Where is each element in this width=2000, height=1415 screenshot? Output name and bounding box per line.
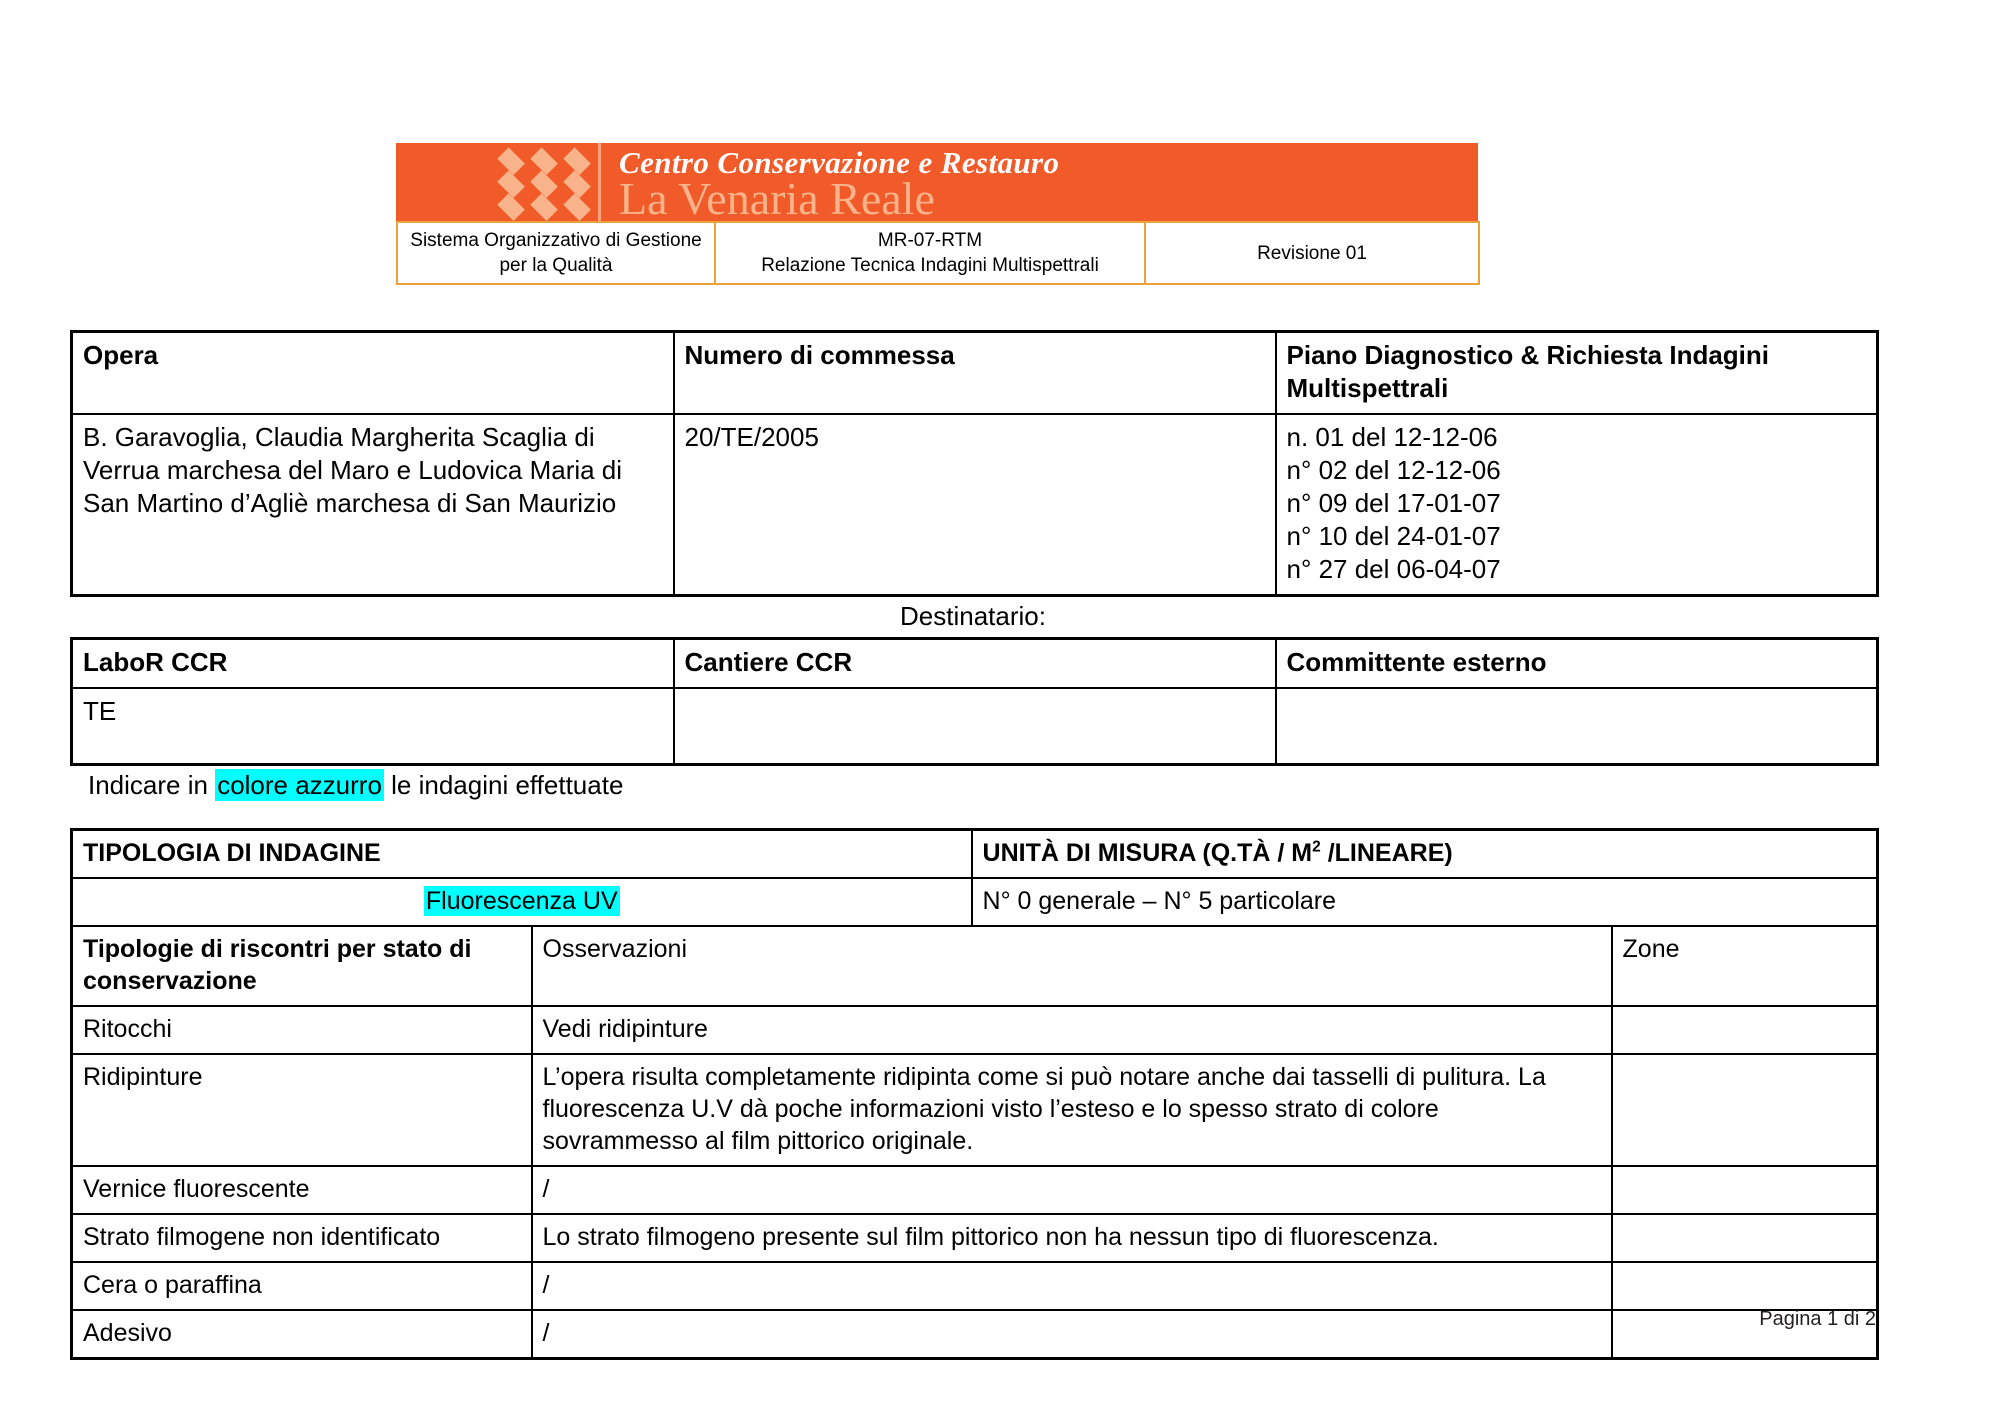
opera-table bbox=[70, 330, 1879, 597]
piano-line: n° 09 del 17-01-07 bbox=[1286, 488, 1501, 518]
row-tipologia: Vernice fluorescente bbox=[72, 1166, 532, 1214]
opera-header-piano: Piano Diagnostico & Richiesta Indagini Multispettrali bbox=[1276, 332, 1878, 415]
opera-value-row bbox=[72, 414, 1878, 596]
doc-title: Relazione Tecnica Indagini Multispettrali bbox=[761, 255, 1099, 276]
brand-banner bbox=[396, 143, 1478, 221]
header-cell-revision: Revisione 01 bbox=[1145, 222, 1479, 284]
header-info-row bbox=[397, 222, 1479, 284]
indagine-header-row bbox=[72, 830, 1878, 879]
indagine-subheader-row bbox=[72, 926, 1878, 1006]
destinatario-table bbox=[70, 637, 1879, 766]
instruction-prefix: Indicare in bbox=[88, 770, 216, 800]
unita-superscript: 2 bbox=[1312, 838, 1321, 856]
subheader-osservazioni: Osservazioni bbox=[532, 926, 1612, 1006]
opera-header-row bbox=[72, 332, 1878, 415]
row-osservazioni[interactable]: Vedi ridipinture bbox=[532, 1006, 1612, 1054]
destinatario-label: Destinatario: bbox=[900, 601, 1046, 631]
dest-value-committente[interactable] bbox=[1276, 688, 1878, 765]
table-row bbox=[72, 1006, 1878, 1054]
diamond-pattern-icon bbox=[494, 149, 594, 219]
row-zone[interactable] bbox=[1612, 1214, 1878, 1262]
document-header bbox=[396, 143, 1478, 285]
footer-page-number: Pagina 1 di 2 bbox=[1759, 1308, 1876, 1330]
indagine-table-container bbox=[70, 828, 1879, 1360]
dest-value-cantiere[interactable] bbox=[674, 688, 1276, 765]
row-osservazioni[interactable]: Lo strato filmogeno presente sul film pittorico non ha nessun tipo di fluorescenza. bbox=[532, 1214, 1612, 1262]
subheader-tipologie: Tipologie di riscontri per stato di conservazione bbox=[72, 926, 532, 1006]
indagine-unita-value: N° 0 generale – N° 5 particolare bbox=[972, 878, 1878, 926]
indagine-header-unita bbox=[972, 830, 1878, 879]
dest-header-committente: Committente esterno bbox=[1276, 639, 1878, 689]
row-tipologia: Cera o paraffina bbox=[72, 1262, 532, 1310]
opera-value-piano bbox=[1276, 414, 1878, 596]
instruction-suffix: le indagini effettuate bbox=[383, 770, 624, 800]
row-tipologia: Ritocchi bbox=[72, 1006, 532, 1054]
table-row bbox=[72, 1262, 1878, 1310]
table-row bbox=[72, 1214, 1878, 1262]
indagine-table bbox=[70, 828, 1879, 1360]
header-cell-sistema bbox=[397, 222, 715, 284]
dest-header-cantiere: Cantiere CCR bbox=[674, 639, 1276, 689]
dest-value-labor[interactable]: TE bbox=[72, 688, 674, 765]
row-tipologia: Adesivo bbox=[72, 1310, 532, 1359]
row-zone[interactable] bbox=[1612, 1166, 1878, 1214]
row-zone[interactable] bbox=[1612, 1054, 1878, 1166]
table-row bbox=[72, 1054, 1878, 1166]
destinatario-header-row bbox=[72, 639, 1878, 689]
row-tipologia: Ridipinture bbox=[72, 1054, 532, 1166]
opera-value-commessa: 20/TE/2005 bbox=[674, 414, 1276, 596]
doc-code: MR-07-RTM bbox=[877, 230, 983, 251]
unita-suffix: /LINEARE) bbox=[1320, 839, 1453, 867]
piano-line: n° 27 del 06-04-07 bbox=[1286, 554, 1501, 584]
row-zone[interactable] bbox=[1612, 1006, 1878, 1054]
logo-line-centro: Centro Conservazione e Restauro bbox=[619, 145, 1060, 180]
opera-header-opera: Opera bbox=[72, 332, 674, 415]
logo-line-venaria: La Venaria Reale bbox=[619, 173, 935, 221]
row-zone[interactable] bbox=[1612, 1262, 1878, 1310]
destinatario-table-container bbox=[70, 637, 1879, 766]
opera-table-container bbox=[70, 330, 1879, 597]
opera-value-opera: B. Garavoglia, Claudia Margherita Scaglia di Verrua marchesa del Maro e Ludovica Maria di San Martino d’Agliè marchesa di San Maurizio bbox=[72, 414, 674, 596]
row-osservazioni[interactable]: / bbox=[532, 1262, 1612, 1310]
destinatario-value-row bbox=[72, 688, 1878, 765]
piano-line: n. 01 del 12-12-06 bbox=[1286, 422, 1498, 452]
row-osservazioni[interactable]: L’opera risulta completamente ridipinta come si può notare anche dai tasselli di pulitura. La fluorescenza U.V dà poche informazioni visto l’esteso e lo spesso strato di colore sovrammesso al film pittorico originale. bbox=[532, 1054, 1612, 1166]
header-cell-document bbox=[715, 222, 1145, 284]
row-tipologia: Strato filmogene non identificato bbox=[72, 1214, 532, 1262]
banner-text-area bbox=[601, 143, 1478, 221]
piano-line: n° 10 del 24-01-07 bbox=[1286, 521, 1501, 551]
instruction-highlight: colore azzurro bbox=[217, 770, 382, 800]
indagine-selected-row bbox=[72, 878, 1878, 926]
opera-header-commessa: Numero di commessa bbox=[674, 332, 1276, 415]
indagine-name: Fluorescenza UV bbox=[425, 887, 618, 915]
sistema-label-line1: Sistema Organizzativo di Gestione bbox=[410, 230, 702, 251]
row-osservazioni[interactable]: / bbox=[532, 1166, 1612, 1214]
dest-header-labor: LaboR CCR bbox=[72, 639, 674, 689]
piano-line: n° 02 del 12-12-06 bbox=[1286, 455, 1501, 485]
table-row bbox=[72, 1166, 1878, 1214]
banner-logo-area bbox=[396, 143, 538, 221]
sistema-label-line2: per la Qualità bbox=[499, 255, 613, 276]
subheader-zone: Zone bbox=[1612, 926, 1878, 1006]
row-osservazioni[interactable]: / bbox=[532, 1310, 1612, 1359]
indagine-name-cell[interactable] bbox=[72, 878, 972, 926]
indagine-header-tipologia: TIPOLOGIA DI INDAGINE bbox=[72, 830, 972, 879]
header-info-table bbox=[396, 221, 1480, 285]
unita-prefix: UNITÀ DI MISURA (Q.TÀ / M bbox=[982, 839, 1313, 867]
instruction-line bbox=[88, 768, 623, 802]
